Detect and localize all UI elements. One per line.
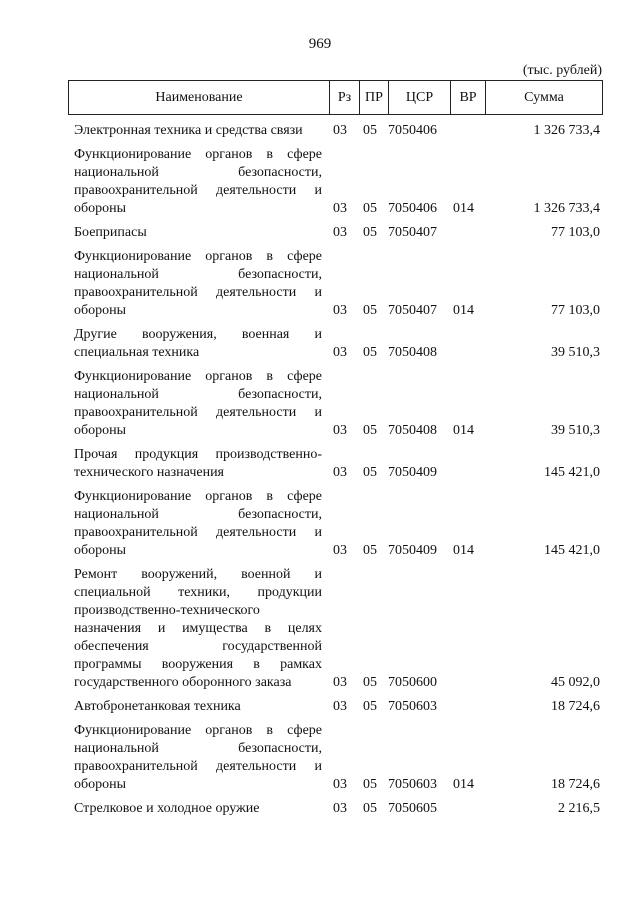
- row-rz: 03: [333, 423, 347, 438]
- row-name: Электронная техника и средства связи: [74, 123, 303, 138]
- row-sum: 1 326 733,4: [533, 123, 600, 138]
- table-row: [0, 564, 640, 696]
- row-csr: 7050406: [388, 123, 437, 138]
- row-name: Функционирование органов в сфере национальной безопасности, правоохранительной деятельности и обороны: [74, 249, 322, 318]
- row-rz: 03: [333, 465, 347, 480]
- table-row: [0, 486, 640, 564]
- row-pr: 05: [363, 801, 377, 816]
- row-rz: 03: [333, 201, 347, 216]
- row-csr: 7050409: [388, 543, 437, 558]
- table-row: [0, 798, 640, 822]
- row-csr: 7050406: [388, 201, 437, 216]
- row-rz: 03: [333, 543, 347, 558]
- row-pr: 05: [363, 675, 377, 690]
- row-sum: 145 421,0: [544, 543, 600, 558]
- row-pr: 05: [363, 777, 377, 792]
- row-sum: 77 103,0: [551, 303, 600, 318]
- row-pr: 05: [363, 303, 377, 318]
- row-pr: 05: [363, 201, 377, 216]
- row-name: Функционирование органов в сфере национальной безопасности, правоохранительной деятельности и обороны: [74, 369, 322, 438]
- row-sum: 1 326 733,4: [533, 201, 600, 216]
- row-rz: 03: [333, 303, 347, 318]
- table-row: [0, 144, 640, 222]
- table-row: [0, 324, 640, 366]
- header-csr: ЦСР: [405, 90, 434, 105]
- row-sum: 39 510,3: [551, 423, 600, 438]
- table-row: [0, 366, 640, 444]
- units-label: (тыс. рублей): [522, 63, 602, 78]
- table-row: [0, 246, 640, 324]
- header-pr: ПР: [365, 90, 383, 105]
- row-csr: 7050407: [388, 303, 437, 318]
- row-csr: 7050600: [388, 675, 437, 690]
- row-name: Функционирование органов в сфере национальной безопасности, правоохранительной деятельности и обороны: [74, 723, 322, 792]
- row-vr: 014: [453, 423, 474, 438]
- row-pr: 05: [363, 225, 377, 240]
- row-sum: 45 092,0: [551, 675, 600, 690]
- table-row: [0, 444, 640, 486]
- row-name: Автобронетанковая техника: [74, 699, 241, 714]
- row-rz: 03: [333, 801, 347, 816]
- row-pr: 05: [363, 345, 377, 360]
- row-csr: 7050605: [388, 801, 437, 816]
- row-csr: 7050603: [388, 699, 437, 714]
- table-row: [0, 222, 640, 246]
- row-name: Боеприпасы: [74, 225, 147, 240]
- header-rz: Рз: [337, 90, 352, 105]
- header-sum: Сумма: [524, 90, 564, 105]
- row-csr: 7050408: [388, 423, 437, 438]
- table-body: [0, 120, 640, 822]
- table-row: [0, 696, 640, 720]
- row-csr: 7050407: [388, 225, 437, 240]
- row-sum: 18 724,6: [551, 777, 600, 792]
- table-row: [0, 720, 640, 798]
- row-rz: 03: [333, 699, 347, 714]
- row-csr: 7050408: [388, 345, 437, 360]
- row-sum: 77 103,0: [551, 225, 600, 240]
- row-rz: 03: [333, 675, 347, 690]
- row-sum: 18 724,6: [551, 699, 600, 714]
- row-pr: 05: [363, 423, 377, 438]
- row-csr: 7050409: [388, 465, 437, 480]
- row-sum: 2 216,5: [558, 801, 600, 816]
- row-name: Ремонт вооружений, военной и специальной техники, продукции производственно-технического назначения и имущества в целях обеспечения государственной программы вооружения в рамках государственного оборонного заказа: [74, 567, 322, 690]
- table-header: [68, 80, 603, 115]
- row-vr: 014: [453, 543, 474, 558]
- row-sum: 39 510,3: [551, 345, 600, 360]
- row-name: Функционирование органов в сфере национальной безопасности, правоохранительной деятельности и обороны: [74, 147, 322, 216]
- row-vr: 014: [453, 201, 474, 216]
- row-name: Стрелковое и холодное оружие: [74, 801, 260, 816]
- row-pr: 05: [363, 465, 377, 480]
- row-name: Другие вооружения, военная и специальная техника: [74, 327, 322, 360]
- row-rz: 03: [333, 123, 347, 138]
- row-rz: 03: [333, 777, 347, 792]
- page-number: 969: [308, 36, 332, 52]
- row-sum: 145 421,0: [544, 465, 600, 480]
- row-name: Функционирование органов в сфере национальной безопасности, правоохранительной деятельности и обороны: [74, 489, 322, 558]
- row-rz: 03: [333, 225, 347, 240]
- row-vr: 014: [453, 303, 474, 318]
- table-row: [0, 120, 640, 144]
- header-name: Наименование: [155, 90, 243, 105]
- row-pr: 05: [363, 123, 377, 138]
- row-name: Прочая продукция производственно-технического назначения: [74, 447, 322, 480]
- header-vr: ВР: [459, 90, 477, 105]
- row-pr: 05: [363, 699, 377, 714]
- row-pr: 05: [363, 543, 377, 558]
- row-vr: 014: [453, 777, 474, 792]
- row-rz: 03: [333, 345, 347, 360]
- row-csr: 7050603: [388, 777, 437, 792]
